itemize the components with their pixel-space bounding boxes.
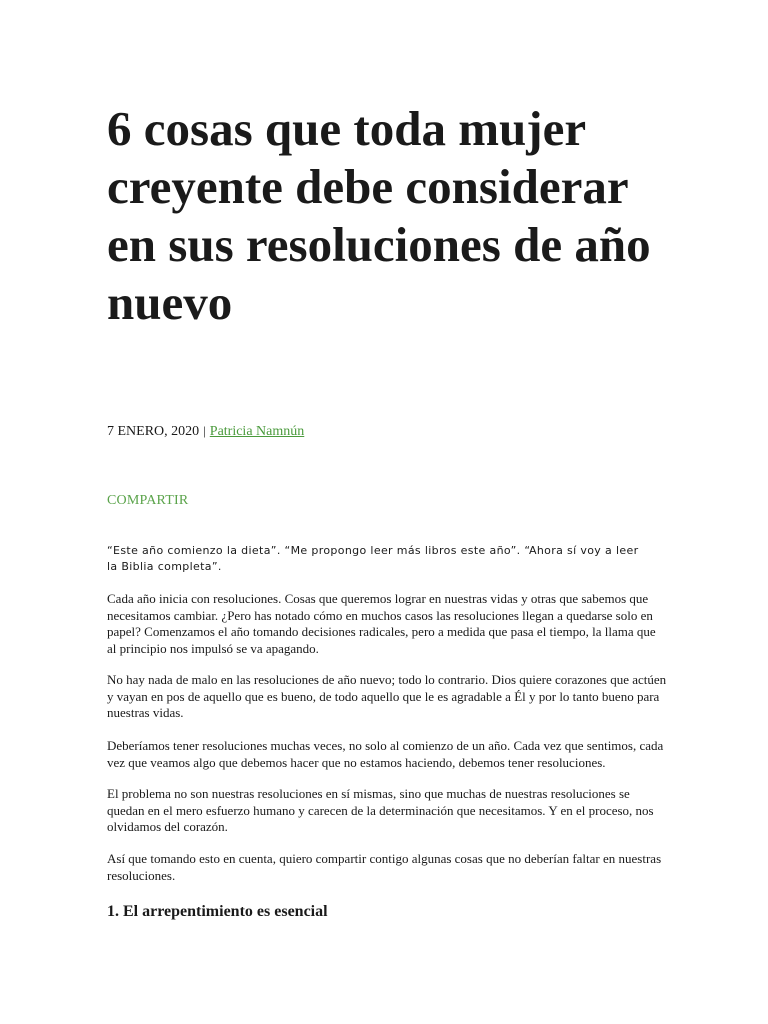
article-meta bbox=[107, 422, 304, 441]
paragraph: Deberíamos tener resoluciones muchas veces, no solo al comienzo de un año. Cada vez que sentimos, cada vez que veamos algo que debemos hacer que no estamos haciendo, debemos tener resoluciones. bbox=[107, 738, 664, 770]
publish-date: 7 ENERO, 2020 bbox=[107, 424, 200, 439]
paragraph: Cada año inicia con resoluciones. Cosas que queremos lograr en nuestras vidas y otras que sabemos que necesitamos cambiar. ¿Pero has notado cómo en muchos casos las resoluciones llegan a quedarse solo en papel? Comenzamos el año tomando decisiones radicales, pero a medida que pasa el tiempo, la llama que al principio nos impulsó se va apagando. bbox=[107, 591, 656, 656]
intro-quote: “Este año comienzo la dieta”. “Me propongo leer más libros este año”. “Ahora sí voy a leer la Biblia completa”. bbox=[107, 544, 639, 573]
paragraph: No hay nada de malo en las resoluciones de año nuevo; todo lo contrario. Dios quiere corazones que actúen y vayan en pos de aquello que es bueno, de todo aquello que le es agradable a Él y por lo tanto bueno para nuestras vidas. bbox=[107, 672, 667, 720]
share-link[interactable]: COMPARTIR bbox=[107, 493, 189, 508]
section-heading: 1. El arrepentimiento es esencial bbox=[107, 903, 328, 920]
paragraph: El problema no son nuestras resoluciones en sí mismas, sino que muchas de nuestras resoluciones se quedan en el mero esfuerzo humano y carecen de la determinación que necesitamos. Y en el proceso, nos olvidamos del corazón. bbox=[107, 786, 654, 834]
paragraph: Así que tomando esto en cuenta, quiero compartir contigo algunas cosas que no deberían faltar en nuestras resoluciones. bbox=[107, 851, 662, 883]
article-title: 6 cosas que toda mujer creyente debe considerar en sus resoluciones de año nuevo bbox=[107, 101, 651, 330]
author-link[interactable]: Patricia Namnún bbox=[209, 424, 305, 439]
meta-separator: | bbox=[203, 423, 206, 438]
